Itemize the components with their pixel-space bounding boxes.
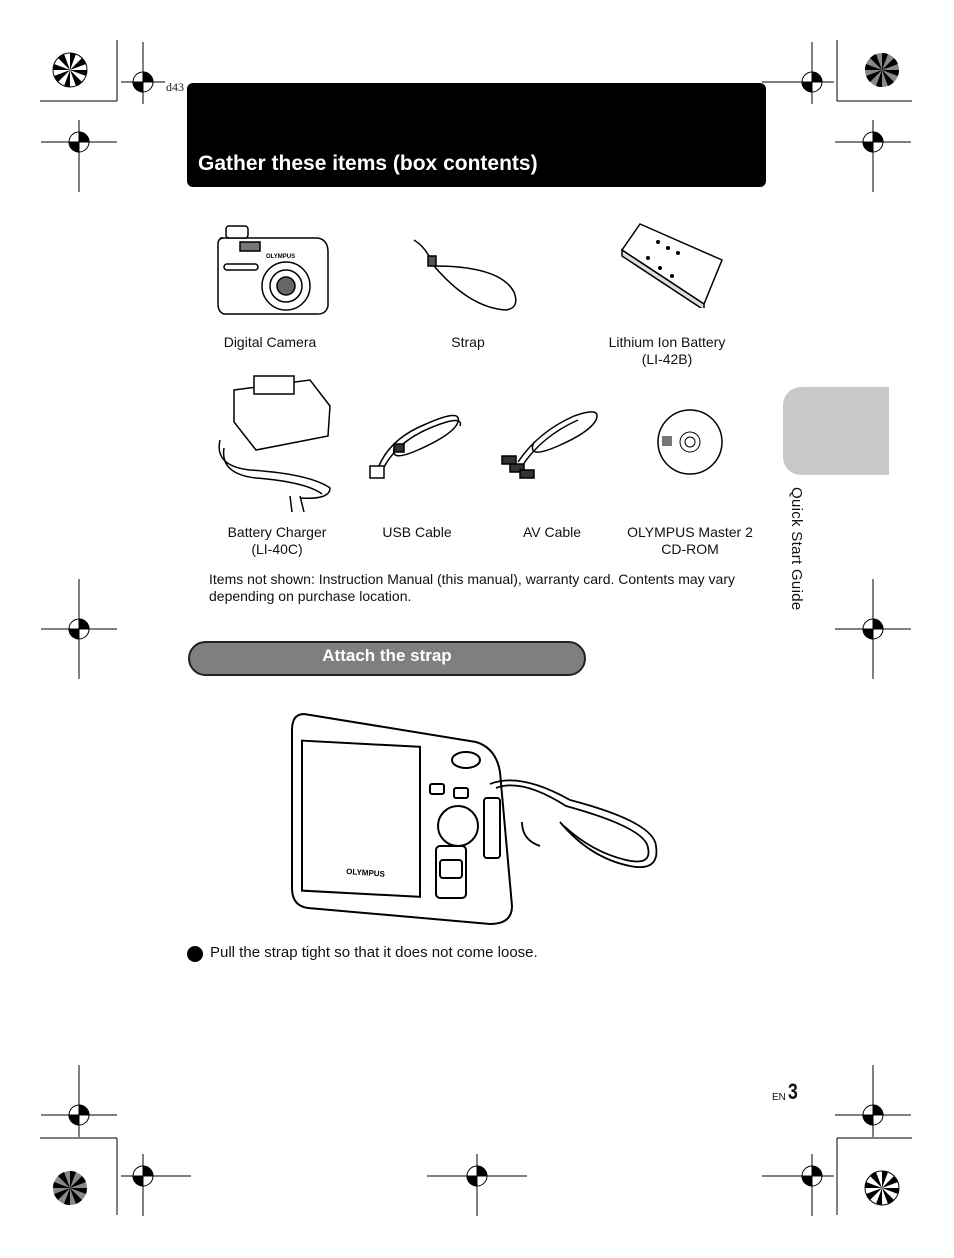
page-language: EN: [772, 1092, 786, 1103]
items-not-shown-note: Items not shown: Instruction Manual (this manual), warranty card. Contents may vary depending on purchase location.: [209, 571, 735, 604]
battery-charger-icon: [210, 370, 342, 518]
digital-camera-icon: [214, 224, 332, 318]
charger-model: (LI-40C): [251, 541, 303, 557]
battery-model: (LI-42B): [641, 351, 693, 367]
bullet-icon: [187, 946, 203, 962]
instruction-text: Pull the strap tight so that it does not come loose.: [210, 944, 538, 961]
side-tab-label: Quick Start Guide: [788, 487, 805, 611]
document-code: d43: [166, 80, 184, 94]
item-label-cd-rom: [612, 524, 768, 558]
battery-icon: [618, 222, 724, 308]
item-label-strap: Strap: [451, 334, 485, 350]
usb-cable-icon: [366, 404, 466, 486]
section-title: Attach the strap: [322, 646, 452, 665]
item-label-usb-cable: USB Cable: [382, 524, 452, 540]
item-label-battery-charger: [212, 524, 342, 558]
cd-name: OLYMPUS Master 2: [627, 524, 753, 540]
item-label-digital-camera: Digital Camera: [223, 334, 317, 350]
page-title: Gather these items (box contents): [198, 152, 538, 175]
av-cable-icon: [498, 402, 604, 480]
side-tab: [783, 387, 889, 475]
strap-attachment-illustration: [290, 712, 664, 928]
battery-name: Lithium Ion Battery: [608, 334, 726, 350]
cd-rom-icon: [656, 408, 724, 476]
charger-name: Battery Charger: [227, 524, 327, 540]
cd-type: CD-ROM: [661, 541, 719, 557]
illustration-brand-label: OLYMPUS: [345, 867, 386, 879]
item-label-av-cable: AV Cable: [522, 524, 582, 540]
strap-icon: [410, 236, 522, 318]
item-label-battery: [590, 334, 744, 368]
camera-brand-label: OLYMPUS: [266, 254, 296, 260]
page-number: 3: [788, 1079, 798, 1104]
